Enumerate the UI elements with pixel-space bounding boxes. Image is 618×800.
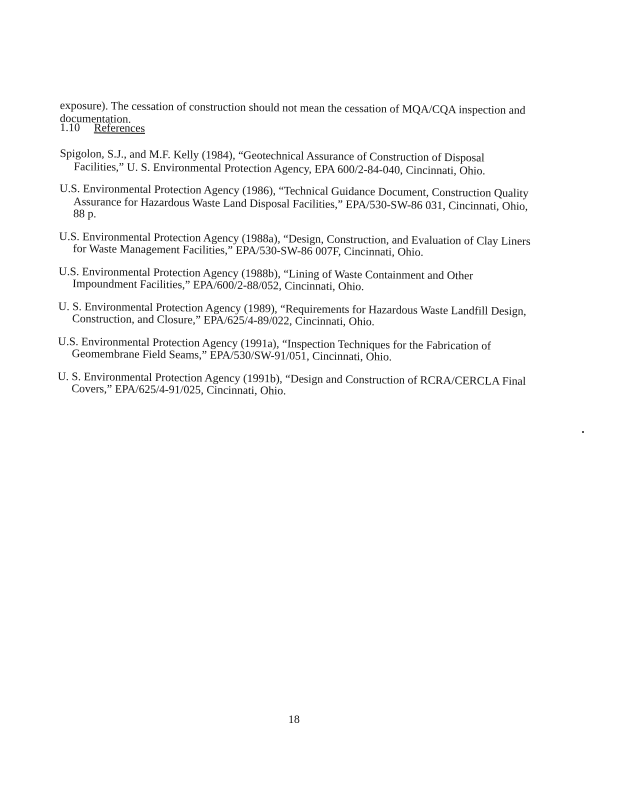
reference-item: U.S. Environmental Protection Agency (1991a), “Inspection Techniques for the Fabrication of Geomembrane Field Seams,” EPA/530/SW-91/051, Cincinnati, Ohio. <box>57 335 492 364</box>
intro-paragraph: exposure). The cessation of construction should not mean the cessation of MQA/CQA inspection and documentation. <box>59 99 526 126</box>
section-title: References <box>93 122 146 135</box>
reference-item: U. S. Environmental Protection Agency (1989), “Requirements for Hazardous Waste Landfill Design, Construction, and Closure,” EPA/625/4-89/022, Cincinnati, Ohio. <box>58 300 527 329</box>
section-heading <box>60 122 145 136</box>
reference-list <box>57 148 535 410</box>
page-number: 18 <box>288 714 300 726</box>
scan-speck <box>582 431 584 433</box>
reference-item: Spigolon, S.J., and M.F. Kelly (1984), “Geotechnical Assurance of Construction of Disposal Facilities,” U. S. Environmental Protection Agency, EPA 600/2-84-040, Cincinnati, Ohio. <box>59 148 486 177</box>
reference-item: U.S. Environmental Protection Agency (1986), “Technical Guidance Document, Construction Quality Assurance for Hazardous Waste Land Disposal Facilities,” EPA/530-SW-86 031, Cincinnati, Ohio, 88 p. <box>59 182 529 221</box>
reference-item: U.S. Environmental Protection Agency (1988b), “Lining of Waste Containment and Other Impoundment Facilities,” EPA/600/2-88/052, Cincinnati, Ohio. <box>58 265 474 294</box>
reference-item: U. S. Environmental Protection Agency (1991b), “Design and Construction of RCRA/CERCLA Final Covers,” EPA/625/4-91/025, Cincinnati, Ohio. <box>57 370 526 398</box>
reference-item: U.S. Environmental Protection Agency (1988a), “Design, Construction, and Evaluation of Clay Liners for Waste Management Facilities,” EPA/530-SW-86 007F, Cincinnati, Ohio. <box>59 230 531 259</box>
section-number: 1.10 <box>59 122 81 135</box>
